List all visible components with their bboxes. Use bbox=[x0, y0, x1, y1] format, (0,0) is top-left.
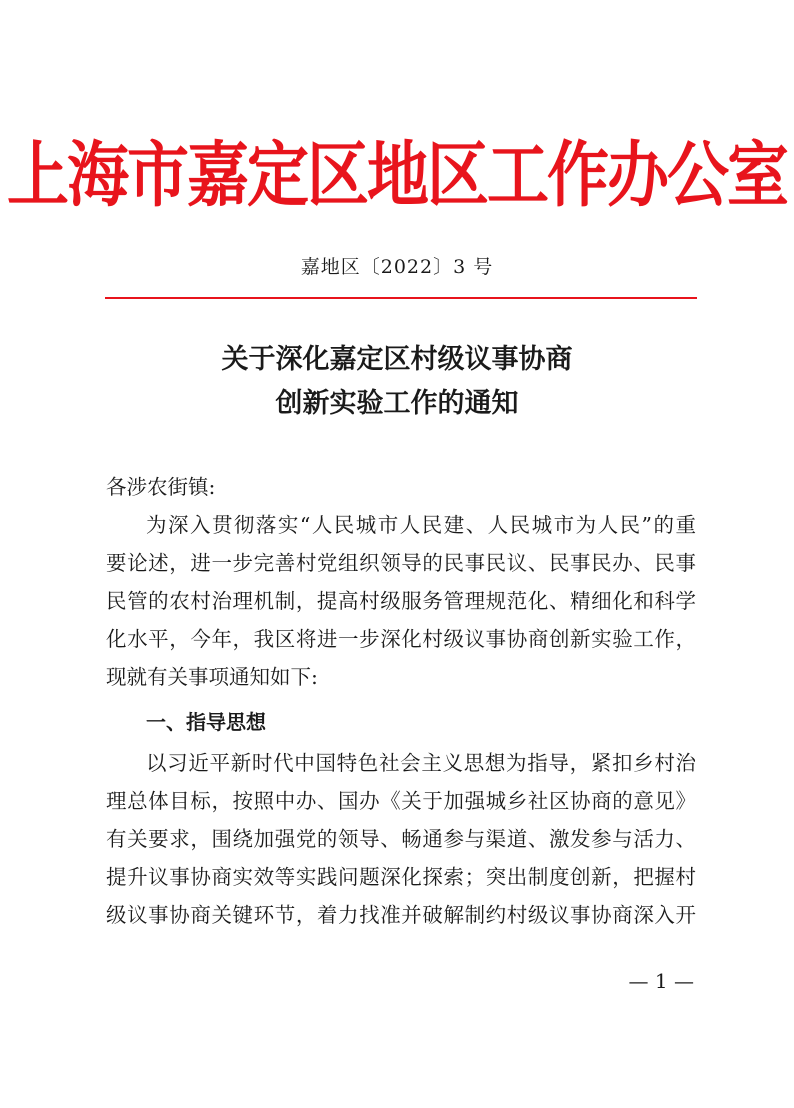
section-heading-guiding-thought: 一、指导思想 bbox=[146, 710, 266, 734]
document-title-line-2: 创新实验工作的通知 bbox=[275, 388, 519, 419]
paragraph-line: 为深入贯彻落实“人民城市人民建、人民城市为人民”的重 bbox=[146, 513, 696, 537]
paragraph-line: 理总体目标，按照中办、国办《关于加强城乡社区协商的意见》 bbox=[106, 789, 696, 813]
paragraph-line: 民管的农村治理机制，提高村级服务管理规范化、精细化和科学 bbox=[106, 589, 696, 613]
paragraph-line: 现就有关事项通知如下: bbox=[106, 665, 318, 689]
salutation: 各涉农街镇: bbox=[106, 475, 216, 499]
paragraph-line: 级议事协商关键环节，着力找准并破解制约村级议事协商深入开 bbox=[106, 903, 696, 927]
paragraph-line: 要论述，进一步完善村党组织领导的民事民议、民事民办、民事 bbox=[106, 551, 696, 575]
paragraph-line: 有关要求，围绕加强党的领导、畅通参与渠道、激发参与活力、 bbox=[106, 827, 696, 851]
document-number: 嘉地区〔2022〕3 号 bbox=[300, 256, 494, 278]
red-divider-line bbox=[105, 297, 697, 299]
document-title-line-1: 关于深化嘉定区村级议事协商 bbox=[221, 344, 573, 375]
paragraph-line: 化水平，今年，我区将进一步深化村级议事协商创新实验工作， bbox=[106, 627, 696, 651]
paragraph-line: 提升议事协商实效等实践问题深化探索；突出制度创新，把握村 bbox=[106, 865, 696, 889]
paragraph-line: 以习近平新时代中国特色社会主义思想为指导，紧扣乡村治 bbox=[146, 751, 696, 775]
organization-header: 上海市嘉定区地区工作办公室 bbox=[6, 132, 787, 217]
page-number: — 1 — bbox=[628, 969, 694, 993]
